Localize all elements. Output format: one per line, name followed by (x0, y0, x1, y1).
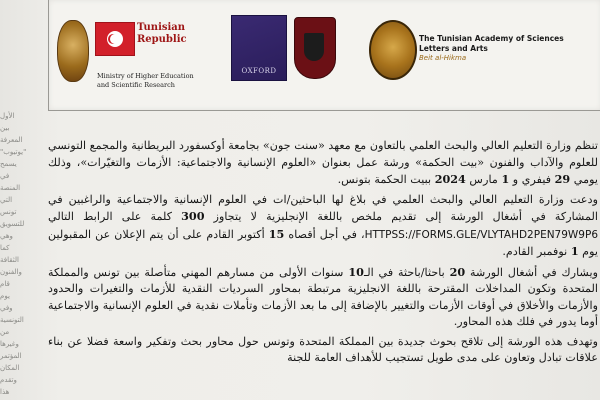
article-body (48, 138, 598, 400)
left-column-line: ﻭﻫﻲ (0, 232, 13, 240)
oxford-logo (231, 15, 287, 81)
p2-text-d: أكتوبر القادم على أن يتم الإعلان عن المقبولين يوم (48, 227, 598, 258)
left-column-line: ﻭﻏﻴﺮﻫﺎ (0, 340, 19, 348)
p2-text-e: نوفمبر القادم. (502, 245, 568, 258)
left-column-line: ﺍﻟﻤﻨﺼﺔ (0, 184, 21, 192)
p2-num-2: 15 (268, 226, 285, 241)
ministry-line1: Ministry of Higher Education (97, 72, 194, 80)
left-column-line: ﻳﺴﻤﺢ (0, 160, 17, 168)
logo-band (48, 0, 600, 111)
p3-text-b: باحثا/باحثة في الـ (363, 265, 445, 279)
p1-num-2: 1 (501, 172, 510, 186)
p2-num-3: 1 (570, 244, 579, 258)
left-column-line: ﺍﻟﺘﻮﻧﺴﻴﺔ (0, 316, 24, 324)
p1-text-b: فيفري و (512, 173, 552, 186)
paragraph-1 (48, 138, 598, 189)
tunisian-name-line2: Republic (137, 34, 187, 45)
p3-text-a: ويشارك في أشغال الورشة (469, 265, 599, 279)
left-column-line: ﺍﻟﺘﻲ (0, 196, 13, 204)
left-column-line: ﺑﻴﻦ (0, 124, 10, 132)
left-column-line: ﻗﺎﻡ (0, 280, 10, 288)
academy-seal-icon (369, 20, 417, 80)
left-column-line: ﺍﻟﻤﻌﺮﻓﺔ (0, 136, 23, 144)
p2-num-1: 300 (181, 209, 205, 223)
left-column-line: ﻣﻦ (0, 328, 10, 336)
left-column-line: ﺍﻟﻤﻜﺎﻥ (0, 364, 20, 372)
left-column-line: ﻭﻓﻲ (0, 304, 13, 312)
p3-text-c: سنوات الأولى من مسارهم المهني متأصلة بين تونس والمملكة المتحدة وتكون المداخلات المقترحة باللغة الانجليزية مرتبطة بمحاور السرديات النقدية للأزمات والتغيرات والحدود والأزمات والأخلاق في أوقات الأزمات والتغيير بالإضافة إلى ما بعد الأزمات وتأملات نقدية في العلوم الإنسانية والاجتماعية أوما يدور في فلك هذه المحاور. (48, 265, 598, 328)
p1-text-a: تنظم وزارة التعليم العالي والبحث العلمي بالتعاون مع معهد «سنت جون» بجامعة أوكسفورد البريطانية والمجمع التونسي للعلوم والآداب والفنون «بيت الحكمة» ورشة عمل بعنوان «العلوم الإنسانية والاجتماعية: الأزمات والتغيّرات»، وذلك يومي (48, 139, 598, 186)
academy-line1: The Tunisian Academy of Sciences (419, 34, 564, 43)
left-column-line: ﻛﻤﺎ (0, 244, 10, 252)
st-johns-shield-icon (294, 17, 336, 79)
tunisian-flag-icon (95, 22, 135, 56)
left-column-line: ﺗﻮﻧﺲ (0, 208, 17, 216)
left-column-line: ﺍﻟﻤﺆﺗﻤﺮ (0, 352, 22, 360)
p1-num-3: 2024 (434, 172, 466, 186)
oxford-wordmark: OXFORD (241, 67, 277, 75)
left-column-line: ﻭﺍﻟﻔﻨﻮﻥ (0, 268, 22, 276)
p2-text-a: ودعت وزارة التعليم العالي والبحث العلمي في بلاغ لها الباحثين/ات في العلوم الإنسانية والاجتماعية والراغبين في المشاركة في أشغال الورشة إلى تقديم ملخص باللغة الإنجليزية لا يتجاوز (48, 192, 598, 223)
p2-text-c: ، في أجل أقصاه (288, 227, 365, 241)
academy-line2: Letters and Arts (419, 44, 488, 53)
shield-inner (304, 33, 324, 61)
tunisian-name-line1: Tunisian (137, 22, 186, 33)
academy-name (419, 34, 597, 54)
left-column-line: ﻫﺬﺍ (0, 388, 10, 396)
beit-al-hikma: Beit al-Hikma (419, 54, 467, 62)
tunisian-republic-name (137, 22, 207, 46)
ministry-line2: and Scientific Research (97, 81, 175, 89)
left-column-line: ﻳﻮﻡ (0, 292, 10, 300)
paragraph-4 (48, 334, 598, 367)
left-column-line: ﻓﻲ (0, 172, 10, 180)
paragraph-3 (48, 264, 598, 331)
p3-num-1: 20 (449, 264, 466, 279)
p3-num-2: 10 (348, 264, 364, 279)
paragraph-2 (48, 192, 598, 261)
p2-text-b: كلمة على الرابط التالي (48, 210, 173, 223)
ministry-name (97, 72, 237, 90)
registration-link[interactable]: HTTPSS://FORMS.GLE/VLYTAHD2PEN79W9P6 (364, 228, 598, 241)
left-column-line: ﻭﺗﻘﺪﻡ (0, 376, 17, 384)
left-column-lines (0, 110, 46, 398)
p4-text: وتهدف هذه الورشة إلى تلاقح بحوث جديدة بين المملكة المتحدة وتونس حول محاور بحث وتفكير واسعة فضلا عن بناء علاقات تبادل وتعاون على مدى طويل تستجيب للأهداف العامة للجنة (48, 334, 598, 364)
p1-text-d: ببيت الحكمة بتونس. (337, 173, 432, 186)
tunisian-emblem-icon (57, 20, 89, 82)
crescent-icon (110, 34, 120, 44)
left-column-line: ﺍﻟﺜﻘﺎﻓﺔ (0, 256, 19, 264)
left-column-line: ﺍﻷﻭﻝ (0, 112, 15, 120)
left-column-line: "ﻳﻮﺗﻴﻮﺏ" (0, 148, 27, 156)
flag-circle (107, 31, 123, 47)
tunisian-republic-logo (57, 18, 237, 93)
left-column-fragment (0, 110, 46, 400)
p1-num-1: 29 (554, 172, 571, 186)
left-column-line: ﻟﻠﺘﺴﻮﻳﻖ (0, 220, 25, 228)
p1-text-c: مارس (469, 173, 498, 186)
